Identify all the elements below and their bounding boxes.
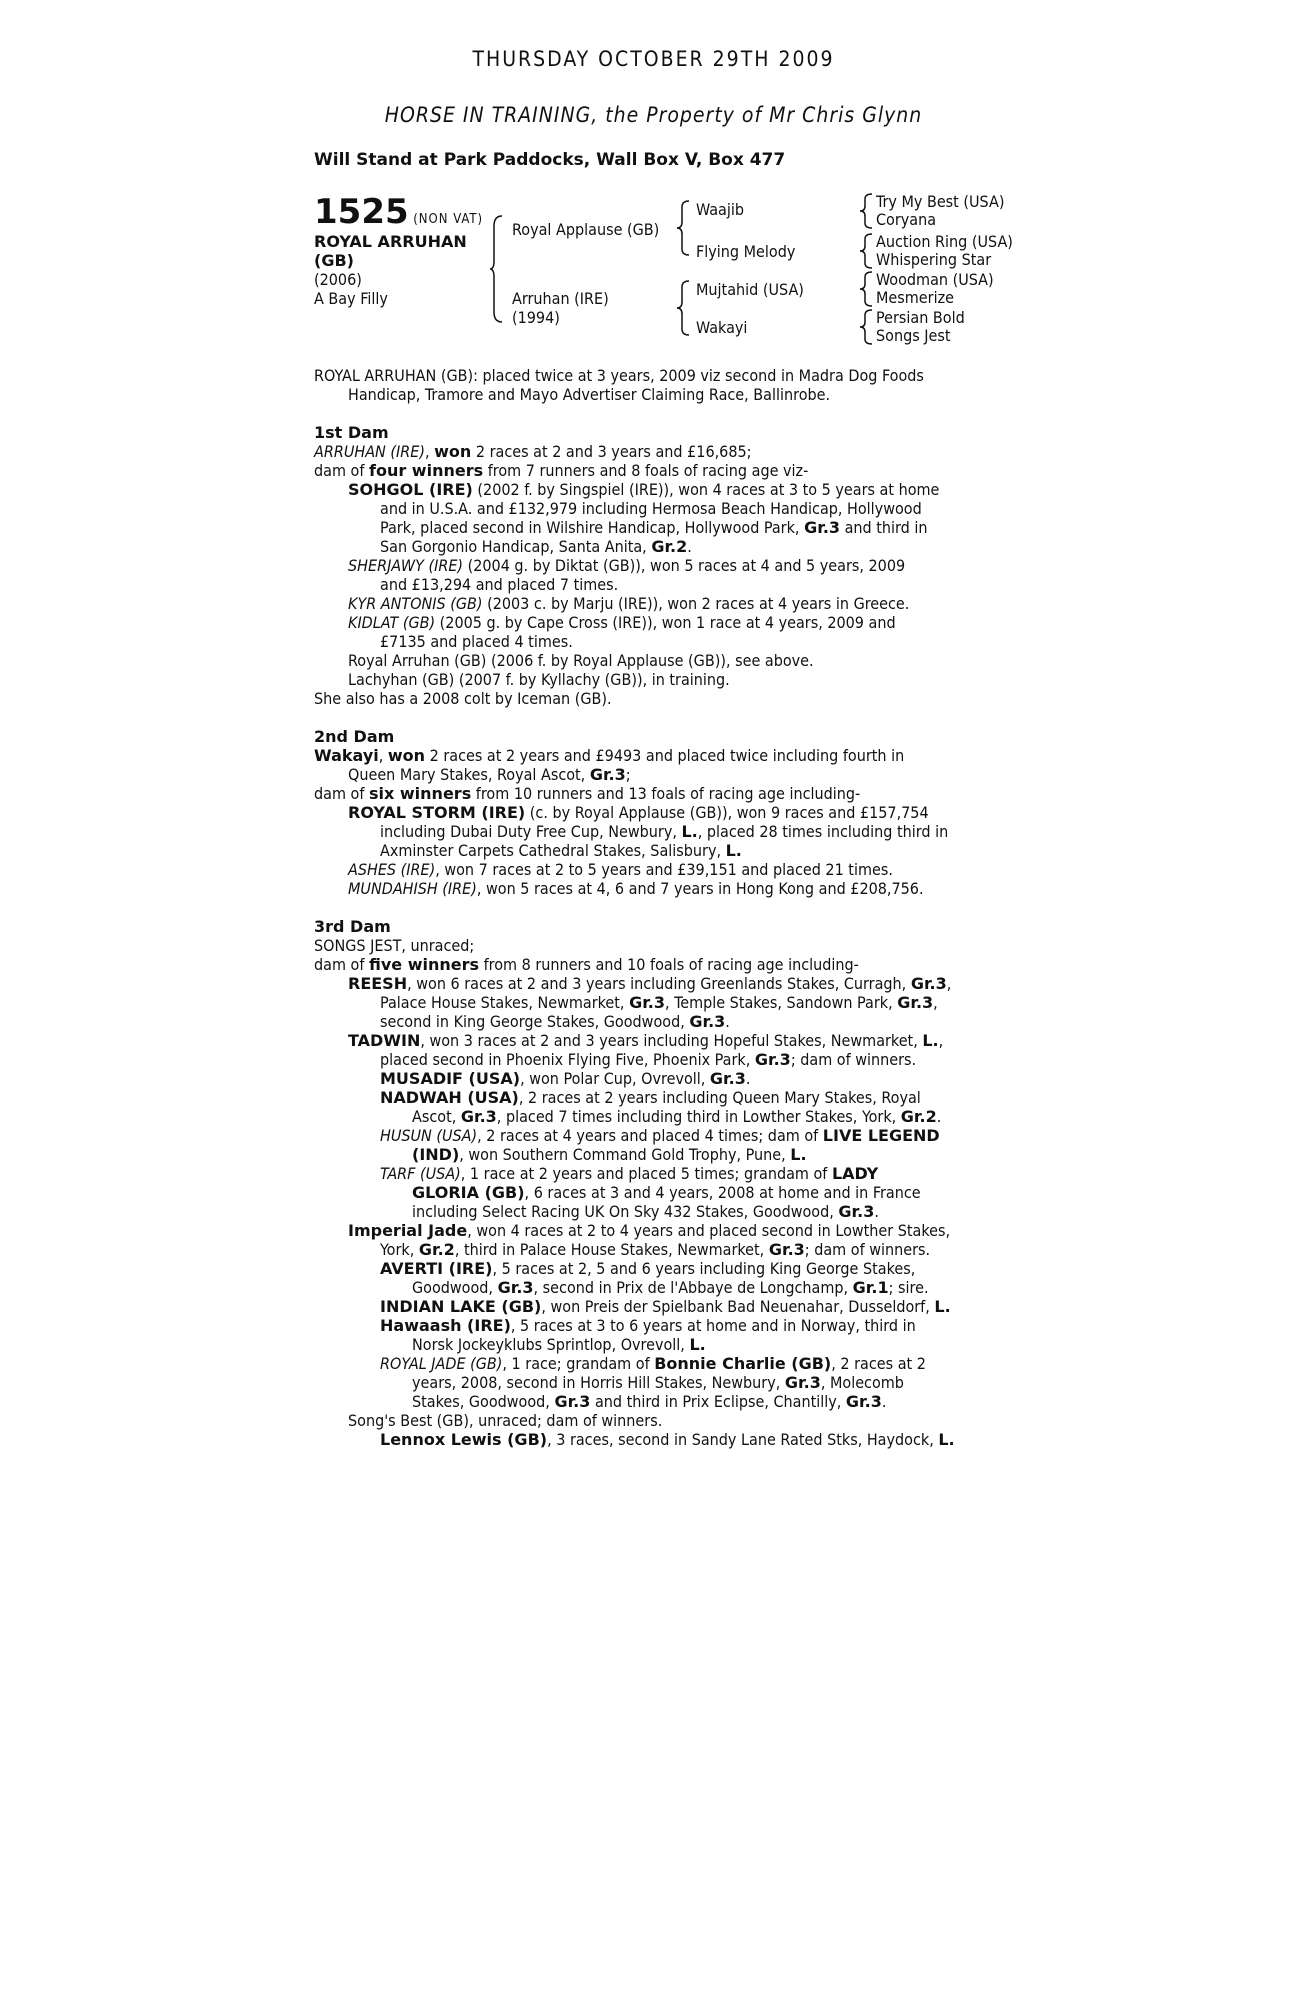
sale-subtitle: HORSE IN TRAINING, the Property of Mr Chris Glynn <box>384 103 923 127</box>
progeny-line: Palace House Stakes, Newmarket, Gr.3, Temple Stakes, Sandown Park, Gr.3, <box>380 993 938 1012</box>
progeny-line: Imperial Jade, won 4 races at 2 to 4 years and placed second in Lowther Stakes, <box>348 1221 951 1240</box>
pedigree-brace-g78 <box>860 309 874 345</box>
pedigree-brace-g56 <box>860 271 874 307</box>
second-dam-line: dam of six winners from 10 runners and 13 foals of racing age including- <box>314 784 861 803</box>
pedigree-g5: Woodman (USA) <box>876 270 994 289</box>
first-dam-line: ARRUHAN (IRE), won 2 races at 2 and 3 years and £16,685; <box>314 442 752 461</box>
progeny-line: Royal Arruhan (GB) (2006 f. by Royal Applause (GB)), see above. <box>348 651 814 670</box>
pedigree-dam: Arruhan (IRE) <box>512 289 609 308</box>
sale-date: THURSDAY OCTOBER 29TH 2009 <box>472 47 835 71</box>
pedigree-dam-year: (1994) <box>512 308 560 327</box>
progeny-line: Ascot, Gr.3, placed 7 times including third in Lowther Stakes, York, Gr.2. <box>412 1107 942 1126</box>
second-dam-heading: 2nd Dam <box>314 727 395 746</box>
progeny-line: REESH, won 6 races at 2 and 3 years including Greenlands Stakes, Curragh, Gr.3, <box>348 974 952 993</box>
progeny-line: SHERJAWY (IRE) (2004 g. by Diktat (GB)), won 5 races at 4 and 5 years, 2009 <box>348 556 906 575</box>
pedigree-g3: Auction Ring (USA) <box>876 232 1013 251</box>
progeny-line: Park, placed second in Wilshire Handicap, Hollywood Park, Gr.3 and third in <box>380 518 928 537</box>
second-dam-line: Wakayi, won 2 races at 2 years and £9493 and placed twice including fourth in <box>314 746 905 765</box>
pedigree-sire-sire: Waajib <box>696 200 744 219</box>
pedigree-sire-dam: Flying Melody <box>696 242 796 261</box>
progeny-line: York, Gr.2, third in Palace House Stakes, Newmarket, Gr.3; dam of winners. <box>380 1240 931 1259</box>
progeny-line: ROYAL JADE (GB), 1 race; grandam of Bonnie Charlie (GB), 2 races at 2 <box>380 1354 926 1373</box>
vat-status: (NON VAT) <box>413 212 484 227</box>
pedigree-brace-g12 <box>860 193 874 229</box>
lot-info <box>314 232 467 308</box>
progeny-line: KYR ANTONIS (GB) (2003 c. by Marju (IRE)), won 2 races at 4 years in Greece. <box>348 594 910 613</box>
progeny-line: Axminster Carpets Cathedral Stakes, Salisbury, L. <box>380 841 742 860</box>
horse-name: ROYAL ARRUHAN <box>314 232 467 251</box>
progeny-line: Song's Best (GB), unraced; dam of winners. <box>348 1411 663 1430</box>
progeny-line: KIDLAT (GB) (2005 g. by Cape Cross (IRE)), won 1 race at 4 years, 2009 and <box>348 613 896 632</box>
pedigree-brace-sire <box>677 199 691 257</box>
pedigree-brace-dam <box>677 279 691 337</box>
pedigree-sire: Royal Applause (GB) <box>512 220 660 239</box>
pedigree-brace-g34 <box>860 233 874 269</box>
progeny-line: SOHGOL (IRE) (2002 f. by Singspiel (IRE)), won 4 races at 3 to 5 years at home <box>348 480 940 499</box>
foaling-year: (2006) <box>314 270 362 289</box>
progeny-line: Goodwood, Gr.3, second in Prix de l'Abbaye de Longchamp, Gr.1; sire. <box>412 1278 929 1297</box>
progeny-line: NADWAH (USA), 2 races at 2 years including Queen Mary Stakes, Royal <box>380 1088 921 1107</box>
progeny-line: GLORIA (GB), 6 races at 3 and 4 years, 2008 at home and in France <box>412 1183 921 1202</box>
lot-number-block <box>314 192 483 232</box>
pedigree-g2: Coryana <box>876 210 937 229</box>
pedigree-dam-sire: Mujtahid (USA) <box>696 280 804 299</box>
progeny-line: Hawaash (IRE), 5 races at 3 to 6 years at home and in Norway, third in <box>380 1316 916 1335</box>
progeny-line: ROYAL STORM (IRE) (c. by Royal Applause (GB)), won 9 races and £157,754 <box>348 803 929 822</box>
pedigree-g7: Persian Bold <box>876 308 965 327</box>
progeny-line: MUNDAHISH (IRE), won 5 races at 4, 6 and 7 years in Hong Kong and £208,756. <box>348 879 924 898</box>
pedigree-brace-main <box>490 214 504 324</box>
progeny-line: ASHES (IRE), won 7 races at 2 to 5 years and £39,151 and placed 21 times. <box>348 860 893 879</box>
stand-location: Will Stand at Park Paddocks, Wall Box V, Box 477 <box>314 150 786 170</box>
third-dam-line: SONGS JEST, unraced; <box>314 936 475 955</box>
progeny-line: Stakes, Goodwood, Gr.3 and third in Prix Eclipse, Chantilly, Gr.3. <box>412 1392 887 1411</box>
summary-line: Handicap, Tramore and Mayo Advertiser Claiming Race, Ballinrobe. <box>348 385 831 404</box>
progeny-line: years, 2008, second in Horris Hill Stakes, Newbury, Gr.3, Molecomb <box>412 1373 904 1392</box>
progeny-line: TARF (USA), 1 race at 2 years and placed 5 times; grandam of LADY <box>380 1164 879 1183</box>
pedigree-g4: Whispering Star <box>876 250 992 269</box>
pedigree-g1: Try My Best (USA) <box>876 192 1005 211</box>
pedigree-g6: Mesmerize <box>876 288 954 307</box>
pedigree-dam-dam: Wakayi <box>696 318 748 337</box>
progeny-line: INDIAN LAKE (GB), won Preis der Spielbank Bad Neuenahar, Dusseldorf, L. <box>380 1297 951 1316</box>
second-dam-line: Queen Mary Stakes, Royal Ascot, Gr.3; <box>348 765 631 784</box>
horse-description: A Bay Filly <box>314 289 388 308</box>
summary-line: ROYAL ARRUHAN (GB): placed twice at 3 years, 2009 viz second in Madra Dog Foods <box>314 366 924 385</box>
progeny-line: Lachyhan (GB) (2007 f. by Kyllachy (GB)), in training. <box>348 670 730 689</box>
progeny-line: MUSADIF (USA), won Polar Cup, Ovrevoll, Gr.3. <box>380 1069 751 1088</box>
progeny-line: and in U.S.A. and £132,979 including Hermosa Beach Handicap, Hollywood <box>380 499 922 518</box>
progeny-line: placed second in Phoenix Flying Five, Phoenix Park, Gr.3; dam of winners. <box>380 1050 917 1069</box>
progeny-line: and £13,294 and placed 7 times. <box>380 575 619 594</box>
third-dam-line: dam of five winners from 8 runners and 10 foals of racing age including- <box>314 955 859 974</box>
first-dam-line: dam of four winners from 7 runners and 8 foals of racing age viz- <box>314 461 809 480</box>
progeny-line: second in King George Stakes, Goodwood, Gr.3. <box>380 1012 730 1031</box>
catalogue-body <box>314 366 996 1449</box>
progeny-line: HUSUN (USA), 2 races at 4 years and placed 4 times; dam of LIVE LEGEND <box>380 1126 940 1145</box>
third-dam-heading: 3rd Dam <box>314 917 391 936</box>
progeny-line: including Dubai Duty Free Cup, Newbury, L., placed 28 times including third in <box>380 822 949 841</box>
pedigree-g8: Songs Jest <box>876 326 951 345</box>
progeny-line: She also has a 2008 colt by Iceman (GB). <box>314 689 612 708</box>
progeny-line: £7135 and placed 4 times. <box>380 632 573 651</box>
lot-number: 1525 <box>314 192 409 232</box>
progeny-line: AVERTI (IRE), 5 races at 2, 5 and 6 years including King George Stakes, <box>380 1259 916 1278</box>
progeny-line: (IND), won Southern Command Gold Trophy, Pune, L. <box>412 1145 807 1164</box>
progeny-line: Norsk Jockeyklubs Sprintlop, Ovrevoll, L. <box>412 1335 706 1354</box>
horse-origin: (GB) <box>314 251 354 270</box>
progeny-line: Lennox Lewis (GB), 3 races, second in Sandy Lane Rated Stks, Haydock, L. <box>380 1430 955 1449</box>
progeny-line: TADWIN, won 3 races at 2 and 3 years including Hopeful Stakes, Newmarket, L., <box>348 1031 944 1050</box>
first-dam-heading: 1st Dam <box>314 423 389 442</box>
progeny-line: San Gorgonio Handicap, Santa Anita, Gr.2. <box>380 537 692 556</box>
progeny-line: including Select Racing UK On Sky 432 Stakes, Goodwood, Gr.3. <box>412 1202 879 1221</box>
